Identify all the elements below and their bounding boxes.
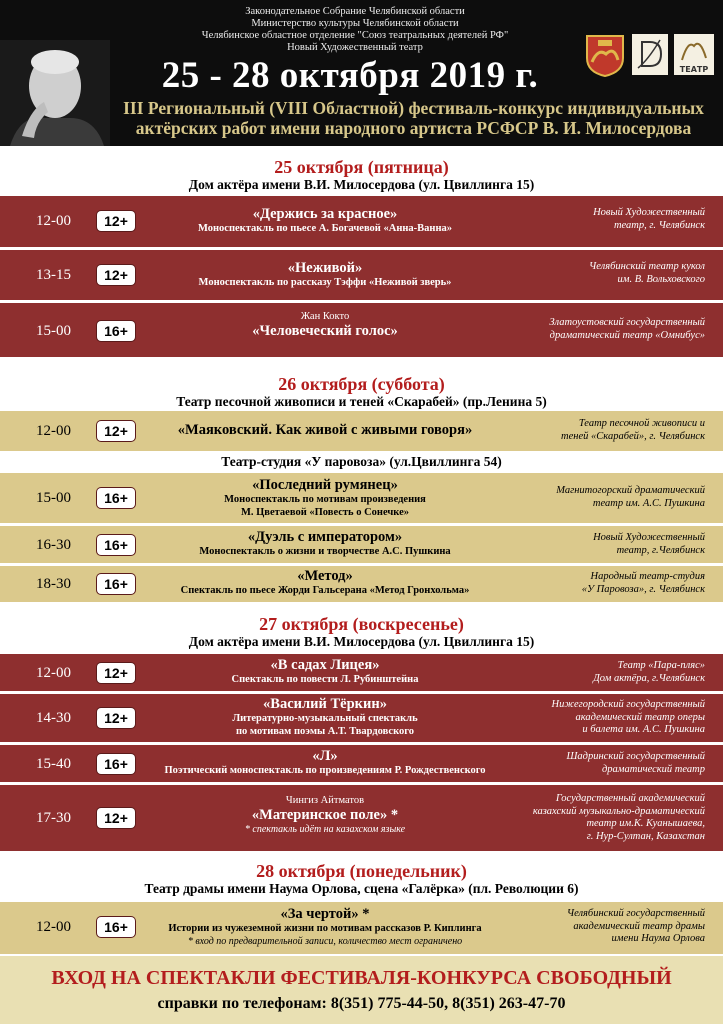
day-title: 27 октября (воскресенье) (259, 614, 464, 634)
event-time: 17-30 (36, 810, 71, 826)
theatre-name-line: Государственный академический (555, 793, 705, 804)
logo-caption: ТЕАТР (679, 65, 709, 74)
free-entry-notice: ВХОД НА СПЕКТАКЛИ ФЕСТИВАЛЯ-КОНКУРСА СВОБОДНЫЙ (51, 967, 672, 989)
event-time: 13-15 (36, 267, 71, 283)
event-row (0, 411, 723, 451)
theatre-name-line: Златоустовский государственный (549, 317, 705, 328)
theatre-name-line: имени Наума Орлова (611, 933, 705, 944)
event-title: «Дуэль с императором» (247, 529, 403, 545)
event-author: Чингиз Айтматов (285, 795, 365, 806)
secondary-venue (0, 454, 723, 470)
theatre-name-line: Новый Художественный (593, 532, 705, 543)
event-time: 18-30 (36, 576, 71, 592)
event-description: Моноспектакль по мотивам произведения (224, 494, 426, 505)
event-time: 12-00 (36, 423, 71, 439)
theatre-name-line: теней «Скарабей», г. Челябинск (561, 430, 705, 442)
event-description: Моноспектакль по пьесе А. Богачевой «Анна-Ванна» (197, 223, 453, 234)
event-description: Поэтический моноспектакль по произведениям Р. Рождественского (164, 765, 486, 776)
event-title: «Неживой» (287, 260, 363, 276)
festival-dates: 25 - 28 октября 2019 г. (161, 55, 539, 96)
age-rating-badge: 16+ (97, 574, 135, 594)
theatre-name-line: «У Паровоза», г. Челябинск (581, 583, 705, 595)
event-author: Жан Кокто (300, 311, 350, 322)
event-time: 15-00 (36, 490, 71, 506)
theatre-name-line: Челябинский театр кукол (589, 261, 705, 272)
age-rating-badge: 12+ (97, 211, 135, 231)
event-description: Моноспектакль по рассказу Тэффи «Неживой зверь» (198, 277, 452, 288)
day-title: 28 октября (понедельник) (256, 861, 467, 881)
event-row (0, 745, 723, 782)
event-description: М. Цветаевой «Повесть о Сонечке» (240, 506, 409, 518)
theatre-name-line: театр, г. Челябинск (613, 219, 705, 231)
event-row (0, 902, 723, 954)
header-banner (0, 0, 723, 146)
event-title: «За чертой» * (280, 906, 370, 922)
theatre-name-line: Новый Художественный (593, 207, 705, 218)
venue-name: Дом актёра имени В.И. Милосердова (ул. Цвиллинга 15) (188, 177, 535, 192)
theatre-name-line: театр им. А.С. Пушкина (592, 497, 705, 509)
event-row (0, 566, 723, 602)
event-description: Спектакль по пьесе Жорди Гальсерана «Метод Гронхольма» (180, 585, 470, 596)
footer-banner (0, 956, 723, 1024)
event-title: «Маяковский. Как живой с живыми говоря» (177, 422, 473, 438)
theatre-name-line: Шадринский государственный (566, 751, 705, 762)
event-time: 12-00 (36, 665, 71, 681)
festival-title-line-1: III Региональный (VIII Областной) фестиваль-конкурс индивидуальных (123, 98, 704, 118)
age-rating-badge: 16+ (97, 488, 135, 508)
contact-phones: справки по телефонам: 8(351) 775-44-50, 8(351) 263-47-70 (157, 995, 566, 1012)
event-time: 12-00 (36, 213, 71, 229)
theatre-name-line: казахский музыкально-драматический (532, 805, 705, 817)
theatre-name-line: им. В. Вольховского (617, 273, 705, 285)
festival-title-line-2: актёрских работ имени народного артиста РСФСР В. И. Милосердова (135, 118, 692, 138)
event-title: «Материнское поле» * (251, 807, 399, 823)
event-row (0, 526, 723, 563)
day-header-oct26 (0, 374, 723, 410)
theatre-name-line: драматический театр (601, 763, 705, 775)
event-title: «В садах Лицея» (270, 657, 380, 673)
theatre-name-line: Народный театр-студия (590, 571, 705, 582)
event-description: Моноспектакль о жизни и творчестве А.С. Пушкина (199, 546, 451, 557)
theatre-name-line: театр, г.Челябинск (616, 544, 705, 556)
age-rating-badge: 16+ (97, 321, 135, 341)
venue-name: Дом актёра имени В.И. Милосердова (ул. Цвиллинга 15) (188, 634, 535, 649)
event-title: «Держись за красное» (252, 206, 398, 222)
theatre-name-line: Челябинский государственный (566, 908, 705, 919)
event-time: 16-30 (36, 537, 71, 553)
event-description: Спектакль по повести Л. Рубинштейна (231, 674, 419, 685)
event-title: «Последний румянец» (252, 477, 398, 493)
event-note: * спектакль идёт на казахском языке (244, 824, 406, 835)
venue-name: Театр-студия «У паровоза» (ул.Цвиллинга 54) (221, 454, 502, 469)
event-time: 15-40 (36, 756, 71, 772)
theatre-name-line: Нижегородский государственный (551, 699, 705, 710)
event-row (0, 473, 723, 523)
venue-name: Театр драмы имени Наума Орлова, сцена «Галёрка» (пл. Революции 6) (144, 881, 579, 896)
theatre-monogram-logo-icon (630, 32, 670, 77)
theatre-name-line: Театр песочной живописи и (578, 418, 705, 429)
day-header-oct25 (0, 157, 723, 193)
age-rating-badge: 12+ (97, 663, 135, 683)
day-title: 26 октября (суббота) (278, 374, 445, 394)
event-row (0, 303, 723, 357)
event-time: 12-00 (36, 919, 71, 935)
event-note: * вход по предварительной записи, количество мест ограничено (187, 935, 463, 947)
theatre-name-line: драматический театр «Омнибус» (549, 329, 705, 341)
theatre-name-line: г. Нур-Султан, Казахстан (586, 830, 705, 842)
event-description: по мотивам поэмы А.Т. Твардовского (236, 725, 414, 737)
day-header-oct28 (0, 861, 723, 897)
day-header-oct27 (0, 614, 723, 650)
age-rating-badge: 12+ (97, 265, 135, 285)
theatre-name-line: Магнитогорский драматический (556, 485, 705, 496)
event-title: «Л» (312, 748, 338, 764)
theatre-name-line: академический театр оперы (575, 711, 705, 723)
event-row (0, 654, 723, 691)
venue-name: Театр песочной живописи и теней «Скарабей» (пр.Ленина 5) (176, 394, 547, 409)
event-row (0, 250, 723, 300)
event-title: «Метод» (297, 568, 353, 584)
age-rating-badge: 12+ (97, 708, 135, 728)
age-rating-badge: 16+ (97, 535, 135, 555)
organizer-line-2: Министерство культуры Челябинской области (251, 18, 459, 29)
event-row (0, 694, 723, 742)
age-rating-badge: 16+ (97, 917, 135, 937)
event-time: 15-00 (36, 323, 71, 339)
chelyabinsk-coat-of-arms-icon (584, 32, 626, 77)
age-rating-badge: 12+ (97, 421, 135, 441)
day-title: 25 октября (пятница) (274, 157, 449, 177)
organizer-line-3: Челябинское областное отделение "Союз театральных деятелей РФ" (201, 30, 509, 41)
theatre-name-line: театр им.К. Куанышаева, (586, 818, 705, 829)
age-rating-badge: 16+ (97, 754, 135, 774)
event-time: 14-30 (36, 710, 71, 726)
theatre-name-line: и балета им. А.С. Пушкина (582, 724, 705, 735)
organizer-line-1: Законодательное Собрание Челябинской области (245, 6, 465, 17)
organizer-line-4: Новый Художественный театр (287, 42, 423, 53)
event-title: «Василий Тёркин» (263, 696, 387, 712)
event-title: «Человеческий голос» (252, 323, 398, 339)
age-rating-badge: 12+ (97, 808, 135, 828)
event-row (0, 785, 723, 851)
new-art-theatre-logo-icon (672, 32, 716, 77)
event-row (0, 196, 723, 247)
theatre-name-line: академический театр драмы (573, 920, 705, 932)
event-description: Литературно-музыкальный спектакль (232, 713, 418, 724)
event-description: Истории из чужеземной жизни по мотивам рассказов Р. Киплинга (168, 923, 482, 934)
theatre-name-line: Театр «Пара-пляс» (617, 660, 705, 671)
theatre-name-line: Дом актёра, г.Челябинск (593, 672, 705, 684)
